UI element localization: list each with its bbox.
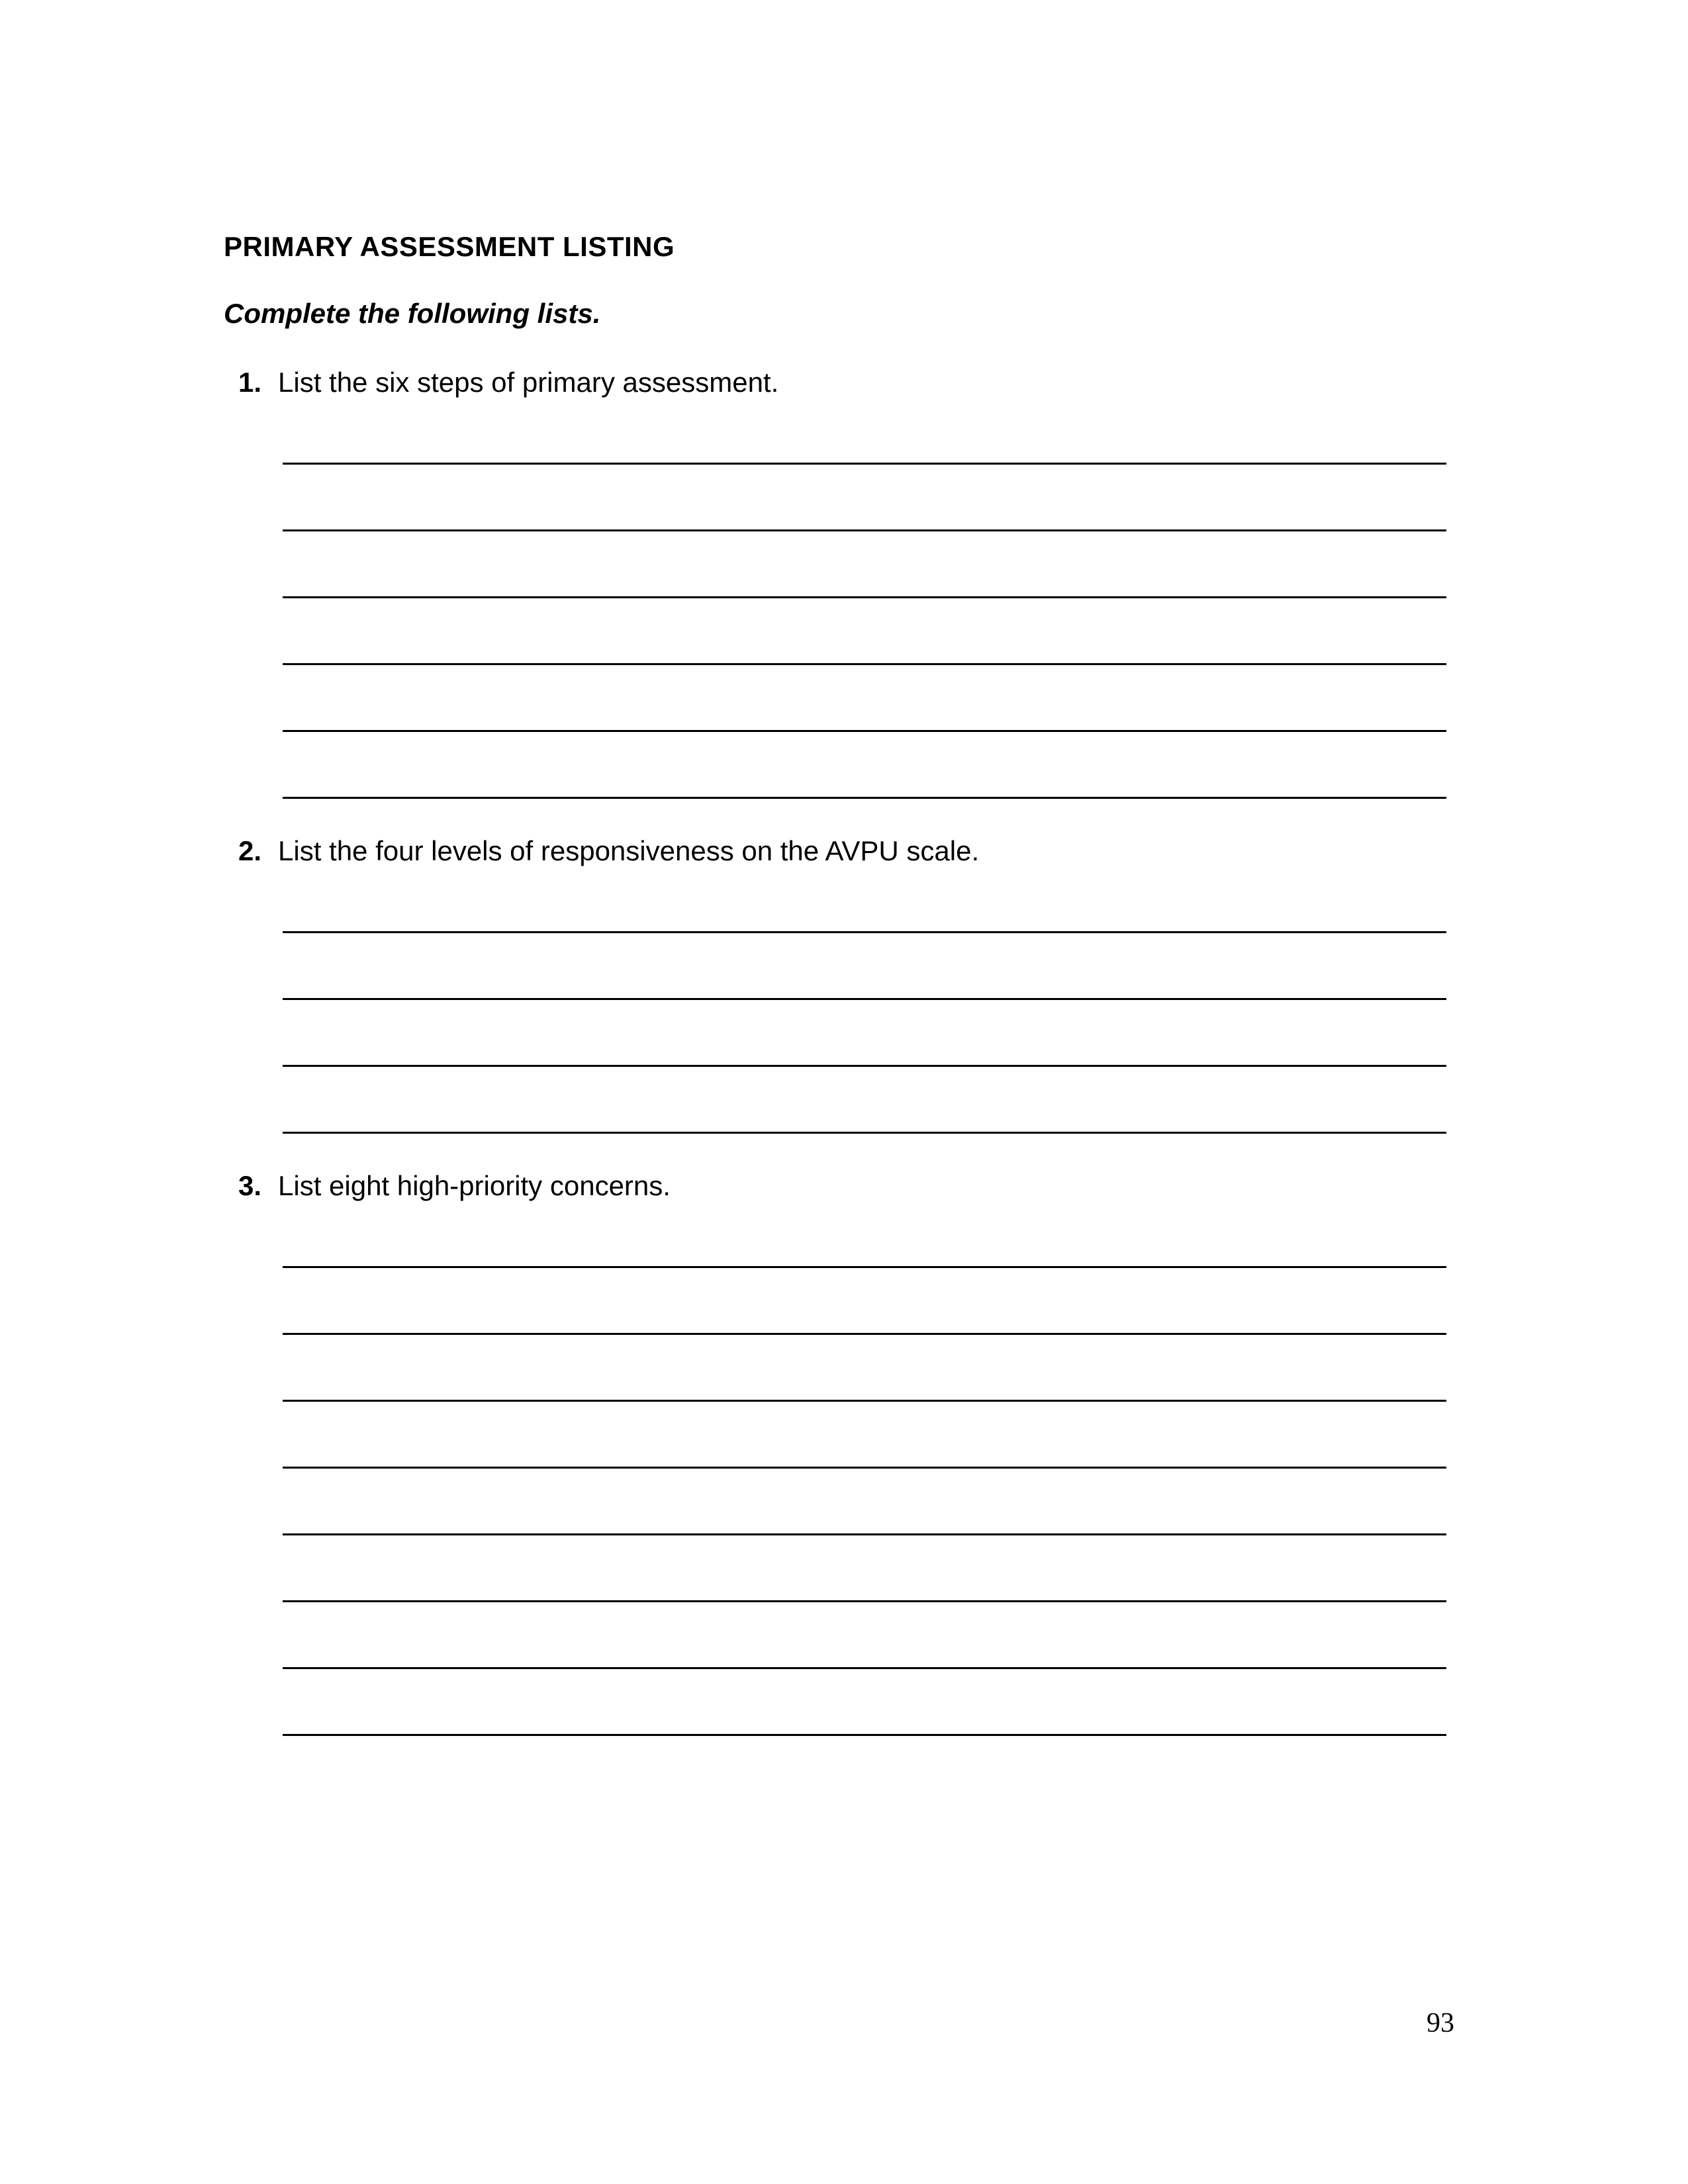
question-1-text: List the six steps of primary assessment. bbox=[278, 367, 779, 398]
answer-line[interactable] bbox=[283, 1467, 1446, 1469]
answer-line[interactable] bbox=[283, 1667, 1446, 1669]
answer-line[interactable] bbox=[283, 797, 1446, 799]
question-3 bbox=[238, 1172, 671, 1200]
question-2-text: List the four levels of responsiveness on the AVPU scale. bbox=[278, 835, 980, 866]
page-number: 93 bbox=[1427, 2008, 1454, 2038]
answer-line[interactable] bbox=[283, 1400, 1446, 1402]
answer-line[interactable] bbox=[283, 1132, 1446, 1134]
answer-line[interactable] bbox=[283, 1734, 1446, 1736]
section-title: PRIMARY ASSESSMENT LISTING bbox=[224, 231, 675, 262]
answer-line[interactable] bbox=[283, 730, 1446, 732]
question-3-text: List eight high-priority concerns. bbox=[278, 1170, 671, 1201]
answer-line[interactable] bbox=[283, 998, 1446, 1000]
answer-line[interactable] bbox=[283, 1600, 1446, 1602]
question-1 bbox=[238, 369, 778, 396]
answer-line[interactable] bbox=[283, 463, 1446, 465]
answer-line[interactable] bbox=[283, 1065, 1446, 1067]
question-2 bbox=[238, 837, 979, 865]
question-3-number: 3. bbox=[238, 1170, 262, 1201]
instructions-text: Complete the following lists. bbox=[224, 298, 601, 329]
question-1-number: 1. bbox=[238, 367, 262, 398]
answer-line[interactable] bbox=[283, 1266, 1446, 1268]
question-2-number: 2. bbox=[238, 835, 262, 866]
answer-line[interactable] bbox=[283, 931, 1446, 933]
answer-line[interactable] bbox=[283, 1333, 1446, 1335]
answer-line[interactable] bbox=[283, 596, 1446, 598]
answer-line[interactable] bbox=[283, 529, 1446, 531]
answer-line[interactable] bbox=[283, 663, 1446, 665]
answer-line[interactable] bbox=[283, 1533, 1446, 1535]
